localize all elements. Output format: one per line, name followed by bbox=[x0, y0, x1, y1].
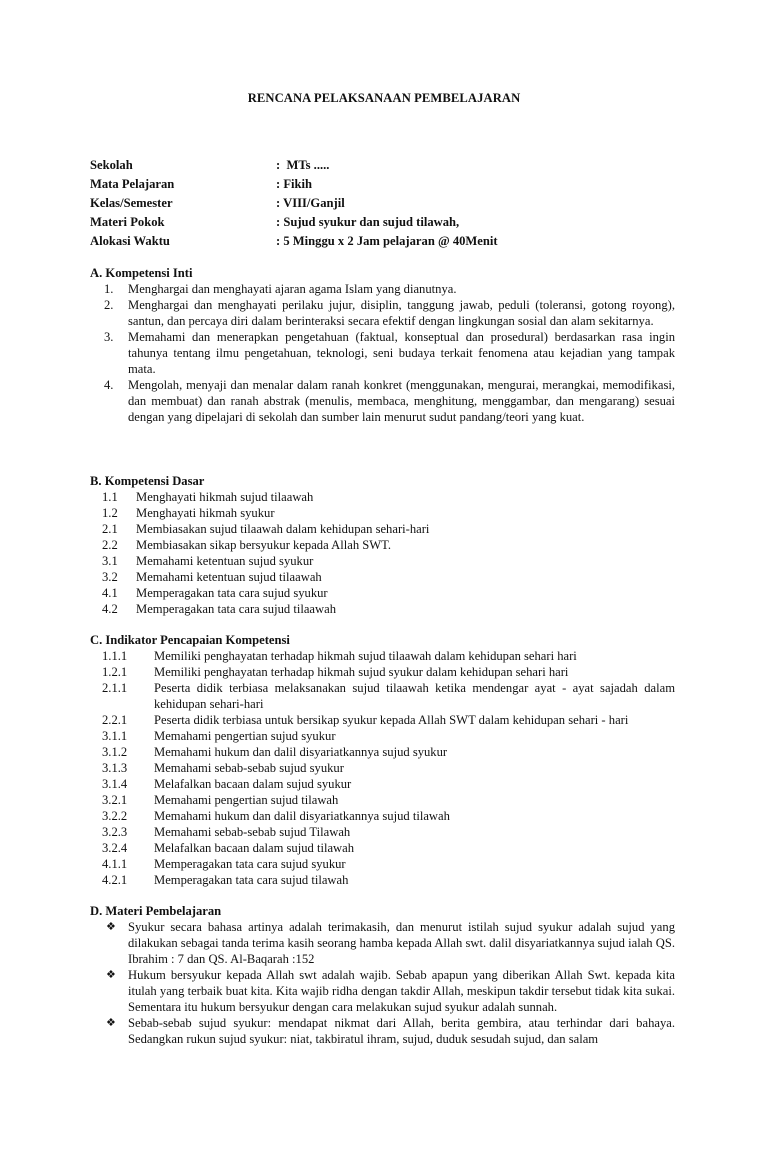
item-number: 4. bbox=[104, 378, 114, 392]
item-text: Melafalkan bacaan dalam sujud tilawah bbox=[154, 841, 355, 855]
list-item bbox=[90, 553, 675, 569]
item-number: 4.1 bbox=[102, 586, 118, 600]
item-number: 2.1.1 bbox=[102, 681, 128, 695]
item-number: 3.1.4 bbox=[102, 777, 128, 791]
info-row-alokasi-waktu bbox=[90, 232, 690, 251]
list-item bbox=[90, 712, 675, 728]
item-text: Memahami sebab-sebab sujud Tilawah bbox=[154, 825, 351, 839]
list-item bbox=[90, 489, 675, 505]
list-item bbox=[90, 967, 675, 1015]
list-item bbox=[90, 281, 675, 297]
item-text: Hukum bersyukur kepada Allah swt adalah wajib. Sebab apapun yang diberikan Allah Swt. kepada kita itulah yang terbaik buat kita. Kita wajib ridha dengan takdir Allah, meskipun takdir tersebut tidak kita sukai. Sementara itu hukum bersyukur dengan cara melakukan sujud syukur adalah sunnah. bbox=[128, 968, 675, 1014]
item-text: Memahami ketentuan sujud tilaawah bbox=[136, 570, 322, 584]
item-number: 3.1.1 bbox=[102, 729, 128, 743]
item-text: Memperagakan tata cara sujud syukur bbox=[154, 857, 346, 871]
item-number: 2.1 bbox=[102, 522, 118, 536]
info-row-kelas-semester bbox=[90, 194, 690, 213]
list-item bbox=[90, 521, 675, 537]
item-number: 3.1.2 bbox=[102, 745, 128, 759]
item-text: Memiliki penghayatan terhadap hikmah sujud syukur dalam kehidupan sehari hari bbox=[154, 665, 569, 679]
numbered-list bbox=[90, 648, 675, 888]
item-text: Peserta didik terbiasa melaksanakan sujud tilaawah ketika mendengar ayat - ayat sajadah dalam kehidupan sehari-hari bbox=[154, 681, 675, 711]
info-label: Kelas/Semester bbox=[90, 196, 173, 210]
diamond-bullet-icon: ❖ bbox=[106, 921, 116, 933]
item-number: 2. bbox=[104, 298, 114, 312]
numbered-list bbox=[90, 489, 675, 617]
item-number: 3.2.2 bbox=[102, 809, 128, 823]
list-item bbox=[90, 648, 675, 664]
item-text: Menghargai dan menghayati ajaran agama Islam yang dianutnya. bbox=[128, 282, 457, 296]
info-value: : Sujud syukur dan sujud tilawah, bbox=[276, 215, 460, 229]
item-number: 3.1.3 bbox=[102, 761, 128, 775]
list-item bbox=[90, 792, 675, 808]
item-number: 4.1.1 bbox=[102, 857, 128, 871]
item-number: 3. bbox=[104, 330, 114, 344]
item-text: Peserta didik terbiasa untuk bersikap syukur kepada Allah SWT dalam kehidupan sehari - hari bbox=[154, 713, 629, 727]
item-text: Memperagakan tata cara sujud syukur bbox=[136, 586, 328, 600]
item-text: Memahami hukum dan dalil disyariatkannya sujud tilawah bbox=[154, 809, 450, 823]
info-row-materi-pokok bbox=[90, 213, 690, 232]
list-item bbox=[90, 1015, 675, 1047]
info-label: Alokasi Waktu bbox=[90, 234, 170, 248]
diamond-bullet-icon: ❖ bbox=[106, 1017, 116, 1029]
item-text: Memahami pengertian sujud syukur bbox=[154, 729, 336, 743]
list-item bbox=[90, 585, 675, 601]
item-number: 3.2 bbox=[102, 570, 118, 584]
section-materi bbox=[90, 903, 675, 1047]
item-text: Memperagakan tata cara sujud tilawah bbox=[154, 873, 349, 887]
list-item bbox=[90, 919, 675, 967]
item-text: Mengolah, menyaji dan menalar dalam ranah konkret (menggunakan, mengurai, merangkai, memodifikasi, dan membuat) dan ranah abstrak (menulis, membaca, menghitung, menggambar, dan mengarang) sesuai dengan yang dipelajari di sekolah dan sumber lain menurut sudut pandang/teori yang kuat. bbox=[128, 378, 675, 424]
info-value: : Fikih bbox=[276, 177, 313, 191]
list-item bbox=[90, 297, 675, 329]
item-text: Menghayati hikmah syukur bbox=[136, 506, 275, 520]
item-text: Memahami sebab-sebab sujud syukur bbox=[154, 761, 344, 775]
item-number: 3.2.1 bbox=[102, 793, 128, 807]
list-item bbox=[90, 808, 675, 824]
item-number: 1. bbox=[104, 282, 114, 296]
info-label: Materi Pokok bbox=[90, 215, 165, 229]
section-heading: C. Indikator Pencapaian Kompetensi bbox=[90, 633, 290, 647]
info-row-sekolah bbox=[90, 156, 690, 175]
list-item bbox=[90, 856, 675, 872]
item-text: Menghayati hikmah sujud tilaawah bbox=[136, 490, 314, 504]
item-text: Membiasakan sujud tilaawah dalam kehidupan sehari-hari bbox=[136, 522, 430, 536]
list-item bbox=[90, 601, 675, 617]
section-heading: D. Materi Pembelajaran bbox=[90, 904, 222, 918]
list-item bbox=[90, 377, 675, 425]
diamond-bullet-icon: ❖ bbox=[106, 969, 116, 981]
list-item bbox=[90, 728, 675, 744]
list-item bbox=[90, 744, 675, 760]
item-text: Syukur secara bahasa artinya adalah terimakasih, dan menurut istilah sujud syukur adalah sujud yang dilakukan sebagai tanda terima kasih seorang hamba kepada Allah swt. dalil disyariatkannya sujud ialah QS. Ibrahim : 7 dan QS. Al-Baqarah :152 bbox=[128, 920, 675, 966]
info-value: : MTs ..... bbox=[276, 158, 330, 172]
list-item bbox=[90, 569, 675, 585]
info-value: : 5 Minggu x 2 Jam pelajaran @ 40Menit bbox=[276, 234, 498, 248]
info-block bbox=[90, 156, 690, 251]
info-label: Mata Pelajaran bbox=[90, 177, 175, 191]
list-item bbox=[90, 776, 675, 792]
item-number: 2.2 bbox=[102, 538, 118, 552]
item-text: Memahami hukum dan dalil disyariatkannya sujud syukur bbox=[154, 745, 448, 759]
item-number: 4.2 bbox=[102, 602, 118, 616]
bullet-list bbox=[90, 919, 675, 1047]
item-text: Menghargai dan menghayati perilaku jujur, disiplin, tanggung jawab, peduli (toleransi, gotong royong), santun, dan percaya diri dalam berinteraksi secara efektif dengan lingkungan sosial dan alam sekitarnya. bbox=[128, 298, 675, 328]
item-number: 1.1 bbox=[102, 490, 118, 504]
list-item bbox=[90, 664, 675, 680]
item-text: Memiliki penghayatan terhadap hikmah sujud tilaawah dalam kehidupan sehari hari bbox=[154, 649, 577, 663]
item-text: Memperagakan tata cara sujud tilaawah bbox=[136, 602, 337, 616]
list-item bbox=[90, 537, 675, 553]
list-item bbox=[90, 505, 675, 521]
info-value: : VIII/Ganjil bbox=[276, 196, 345, 210]
list-item bbox=[90, 680, 675, 712]
item-text: Memahami ketentuan sujud syukur bbox=[136, 554, 314, 568]
info-label: Sekolah bbox=[90, 158, 133, 172]
section-heading: B. Kompetensi Dasar bbox=[90, 474, 205, 488]
item-text: Membiasakan sikap bersyukur kepada Allah SWT. bbox=[136, 538, 392, 552]
list-item bbox=[90, 824, 675, 840]
section-kompetensi-dasar bbox=[90, 473, 675, 617]
item-text: Melafalkan bacaan dalam sujud syukur bbox=[154, 777, 352, 791]
page-title: RENCANA PELAKSANAAN PEMBELAJARAN bbox=[247, 91, 521, 105]
item-number: 1.2.1 bbox=[102, 665, 128, 679]
list-item bbox=[90, 760, 675, 776]
section-kompetensi-inti bbox=[90, 265, 675, 425]
item-number: 3.2.3 bbox=[102, 825, 128, 839]
item-number: 1.1.1 bbox=[102, 649, 128, 663]
item-text: Memahami dan menerapkan pengetahuan (faktual, konseptual dan prosedural) berdasarkan rasa ingin tahunya tentang ilmu pengetahuan, teknologi, seni budaya terkait fenomena atau kejadian yang tampak mata. bbox=[128, 330, 675, 376]
item-number: 1.2 bbox=[102, 506, 118, 520]
list-item bbox=[90, 329, 675, 377]
section-indikator bbox=[90, 632, 675, 888]
info-row-mata-pelajaran bbox=[90, 175, 690, 194]
item-number: 3.1 bbox=[102, 554, 118, 568]
list-item bbox=[90, 872, 675, 888]
item-text: Memahami pengertian sujud tilawah bbox=[154, 793, 339, 807]
section-heading: A. Kompetensi Inti bbox=[90, 266, 193, 280]
numbered-list bbox=[90, 281, 675, 425]
list-item bbox=[90, 840, 675, 856]
item-number: 3.2.4 bbox=[102, 841, 128, 855]
item-text: Sebab-sebab sujud syukur: mendapat nikmat dari Allah, berita gembira, atau terhindar dari bahaya. Sedangkan rukun sujud syukur: niat, takbiratul ihram, sujud, duduk sesudah sujud, dan salam bbox=[128, 1016, 675, 1046]
item-number: 2.2.1 bbox=[102, 713, 128, 727]
item-number: 4.2.1 bbox=[102, 873, 128, 887]
